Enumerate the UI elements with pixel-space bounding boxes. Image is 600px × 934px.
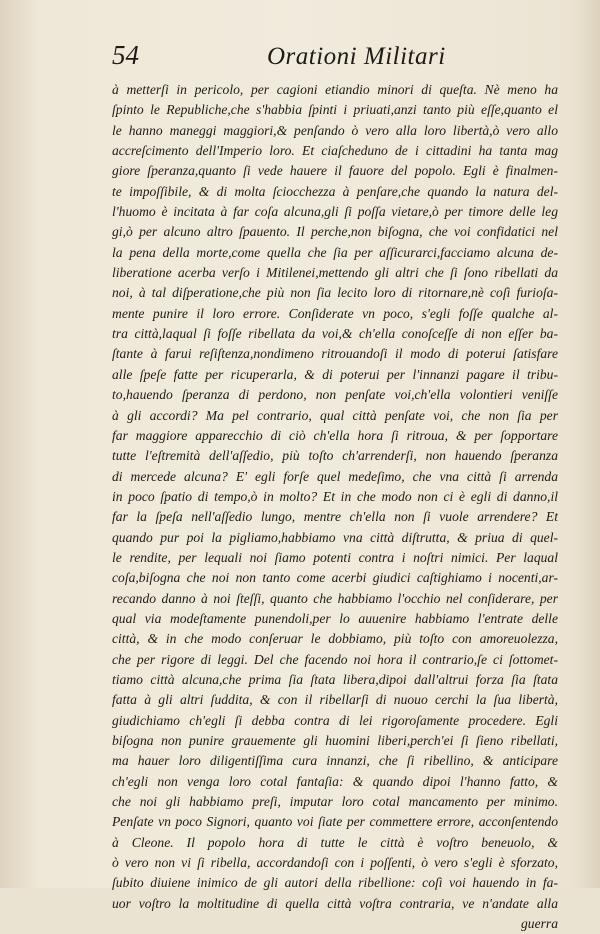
running-title: Orationi Militari [267, 43, 446, 70]
text-line: uor voſtro la moltitudine di quella città voſtra contraria, ve n'andate alla [112, 895, 558, 911]
text-line: la pena della morte,come quella che ſia per aſſicurarci,facciamo alcuna de- [112, 244, 558, 260]
text-line: biſogna non punire grauemente gli huomini liberi,perch'ei ſi ſieno ribellati, [112, 733, 558, 748]
text-line: alle ſpeſe fatte per ricuperarla, & di poterui per l'innanzi pagare il tribu- [112, 366, 558, 382]
page-header [112, 40, 540, 80]
text-line: qual via modeſtamente punendoli,per lo auuenire habbiamo l'entrate delle [112, 610, 558, 626]
text-line: fatta à gli altri ſuddita, & con il ribellarſi di nuouo cerchi la ſua libertà, [112, 692, 558, 708]
text-line: te impoſſibile, & di molta ſciocchezza à penſare,che quando la natura del- [112, 183, 558, 199]
text-line: ſpinto le Republiche,che s'habbia ſpinti i priuati,anzi tanto più eſſe,quanto el [112, 102, 558, 118]
text-line: che noi gli habbiamo preſi, imputar loro cotal mancamento per minimo. [112, 794, 558, 810]
text-line: tiamo città alcuna,che prima ſia ſtata libera,dipoi dall'altrui forza ſia ſtata [112, 671, 558, 687]
text-line: che per rigore di leggi. Del che facendo noi hora il contrario,ſe ci ſottomet- [112, 651, 558, 667]
text-line: ò vero non vi ſi ribella, accordandoſi con i poſſenti, ò vero s'egli è sforzato, [112, 855, 558, 871]
text-line: in poco ſpatio di tempo,ò in molto? Et in che modo non ci è egli di danno,il [112, 488, 558, 504]
text-line: ma hauer loro diligentiſſima cura innanzi, che ſi ribellino, & anticipare [112, 753, 558, 769]
body-text [112, 80, 558, 934]
text-line: to,hauendo ſperanza di perdono, non penſate voi,ch'ella volontieri veniſſe [112, 387, 558, 403]
text-line: le hanno maneggi maggiori,& penſando ò vero alla loro libertà,ò vero allo [112, 122, 558, 138]
text-line: far la ſpeſa nell'aſſedio lungo, mentre ch'ella non ſi vuole arrendere? Et [112, 509, 558, 525]
text-line: giore ſperanza,quanto ſi vede hauere il fauore del popolo. Egli è finalmen- [112, 163, 558, 179]
text-line: l'huomo è incitata à far coſa alcuna,gli ſi poſſa vietare,ò per timore delle leg [112, 204, 558, 220]
text-line: di mercede alcuna? E' egli forſe quel medeſimo, che vna città ſi arrenda [112, 468, 558, 484]
text-line: à gli accordi? Ma pel contrario, qual città penſate voi, che non ſia per [112, 407, 558, 423]
text-line: città, & in che modo conſeruar le dobbiamo, più toſto con amoreuolezza, [112, 631, 558, 647]
text-line: à metterſi in pericolo, per cagioni etiandio minori di queſta. Nè meno ha [112, 82, 558, 97]
text-line: ſtante à farui reſiſtenza,nondimeno ritrouandoſi il modo di poterui ſatisfare [112, 346, 558, 362]
text-line: mente punire il loro errore. Conſiderate vn poco, s'egli foſſe qualche al- [112, 305, 558, 321]
text-line: tra città,laqual ſi foſſe ribellata da voi,& ch'ella conoſceſſe di non eſſer ba- [112, 326, 558, 342]
text-line: le rendite, per lequali noi ſiamo potenti contra i noſtri nimici. Per laqual [112, 549, 558, 565]
text-line: noi, à tal diſperatione,che più non ſia lecito loro di ritornare,nè coſì furioſa- [112, 285, 558, 301]
text-line: coſa,biſogna che noi non tanto come acerbi giudici caſtighiamo i nocenti,ar- [112, 570, 558, 586]
text-line: gi,ò per alcuno altro ſpauento. Il perche,non biſogna, che voi confidatici nel [112, 224, 558, 240]
text-line: giudichiamo ch'egli ſi debba contra di lei rigoroſamente procedere. Egli [112, 712, 558, 728]
text-line: tutte l'eſtremità dell'aſſedio, più toſto ch'arrenderſi, non hauendo ſperanza [112, 448, 558, 464]
text-line: liberatione acerba verſo i Mitilenei,mettendo gli altri che ſi ſono ribellati da [112, 265, 558, 281]
text-line: far maggiore apparecchio di ciò ch'ella hora ſi ritroua, & per ſopportare [112, 427, 558, 443]
text-line: à Cleone. Il popolo hora di tutte le città è voſtro beneuolo, & [112, 834, 558, 850]
text-line: Penſate vn poco Signori, quanto voi ſiate per commettere errore, acconſentendo [112, 814, 558, 830]
text-line: recando danno à noi ſteſſi, quanto che habbiamo l'occhio nel conſiderare, per [112, 590, 558, 606]
text-line: ſubito diuiene inimico de gli autori della ribellione: coſì voi hauendo in fa- [112, 875, 558, 891]
text-line: accreſcimento dell'Imperio loro. Et ciaſcheduno de i cittadini ha tanta mag [112, 143, 558, 159]
catchword: guerra [520, 916, 558, 932]
text-line: quando pur poi la pigliamo,habbiamo vna città diſtrutta, & priua di quel- [112, 529, 558, 545]
text-line: ch'egli non venga loro cotal fantaſia: & quando dipoi l'hanno fatto, & [112, 773, 558, 789]
page-number: 54 [112, 40, 139, 70]
